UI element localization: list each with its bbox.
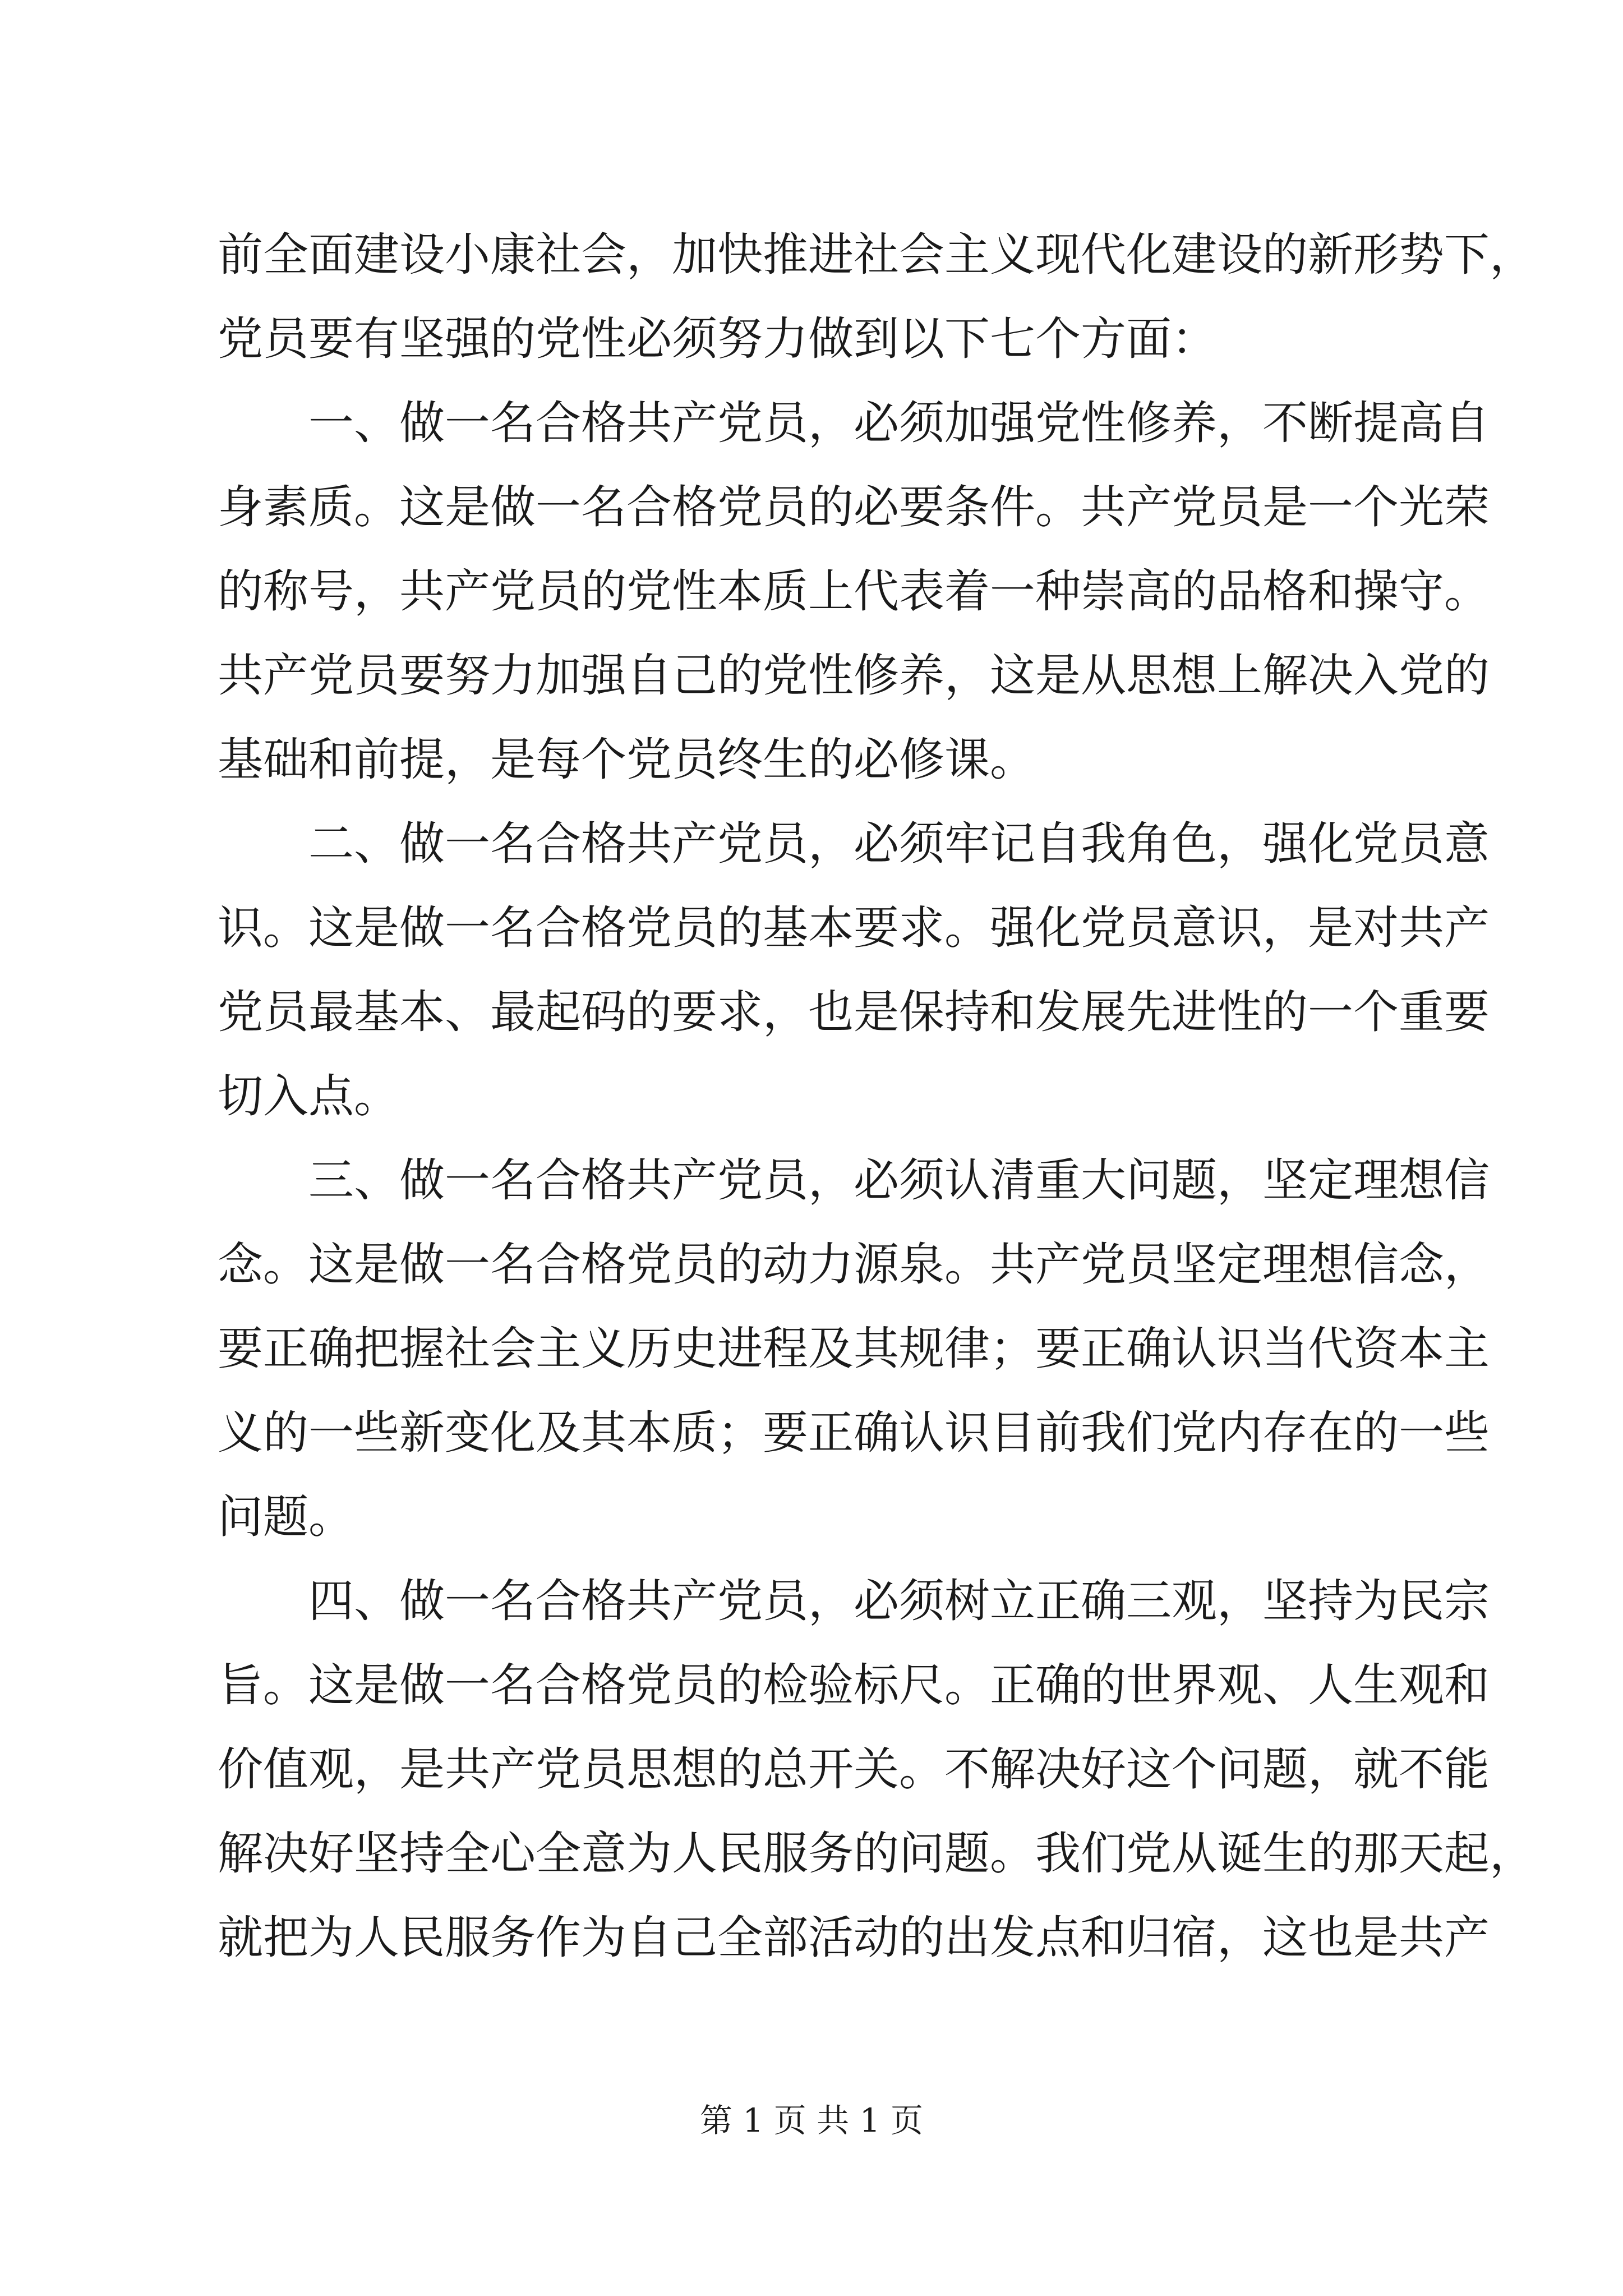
paragraph-first-line: 一、做一名合格共产党员，必须加强党性修养，不断提高自	[308, 397, 1490, 450]
text-line: 念。这是做一名合格党员的动力源泉。共产党员坚定理想信念，	[218, 1239, 1490, 1291]
text-line: 切入点。	[218, 1070, 400, 1123]
text-line: 前全面建设小康社会，加快推进社会主义现代化建设的新形势下，	[218, 229, 1536, 282]
text-line: 解决好坚持全心全意为人民服务的问题。我们党从诞生的那天起，	[218, 1828, 1536, 1880]
text-line: 义的一些新变化及其本质；要正确认识目前我们党内存在的一些	[218, 1407, 1490, 1460]
paragraph-first-line: 二、做一名合格共产党员，必须牢记自我角色，强化党员意	[308, 818, 1490, 871]
text-line: 识。这是做一名合格党员的基本要求。强化党员意识，是对共产	[218, 902, 1490, 955]
text-line: 党员要有坚强的党性必须努力做到以下七个方面：	[218, 313, 1218, 366]
text-line: 问题。	[218, 1491, 354, 1544]
page-footer: 第 1 页 共 1 页	[700, 2101, 923, 2139]
paragraph-first-line: 四、做一名合格共产党员，必须树立正确三观，坚持为民宗	[308, 1575, 1490, 1628]
text-line: 就把为人民服务作为自己全部活动的出发点和归宿，这也是共产	[218, 1912, 1490, 1964]
paragraph-first-line: 三、做一名合格共产党员，必须认清重大问题，坚定理想信	[308, 1154, 1490, 1207]
text-line: 价值观，是共产党员思想的总开关。不解决好这个问题，就不能	[218, 1743, 1490, 1796]
text-line: 旨。这是做一名合格党员的检验标尺。正确的世界观、人生观和	[218, 1659, 1490, 1712]
text-line: 党员最基本、最起码的要求，也是保持和发展先进性的一个重要	[218, 986, 1490, 1039]
text-line: 的称号，共产党员的党性本质上代表着一种崇高的品格和操守。	[218, 565, 1490, 618]
text-line: 要正确把握社会主义历史进程及其规律；要正确认识当代资本主	[218, 1323, 1490, 1375]
text-line: 共产党员要努力加强自己的党性修养，这是从思想上解决入党的	[218, 650, 1490, 702]
text-line: 身素质。这是做一名合格党员的必要条件。共产党员是一个光荣	[218, 481, 1490, 534]
text-line: 基础和前提，是每个党员终生的必修课。	[218, 734, 1036, 786]
